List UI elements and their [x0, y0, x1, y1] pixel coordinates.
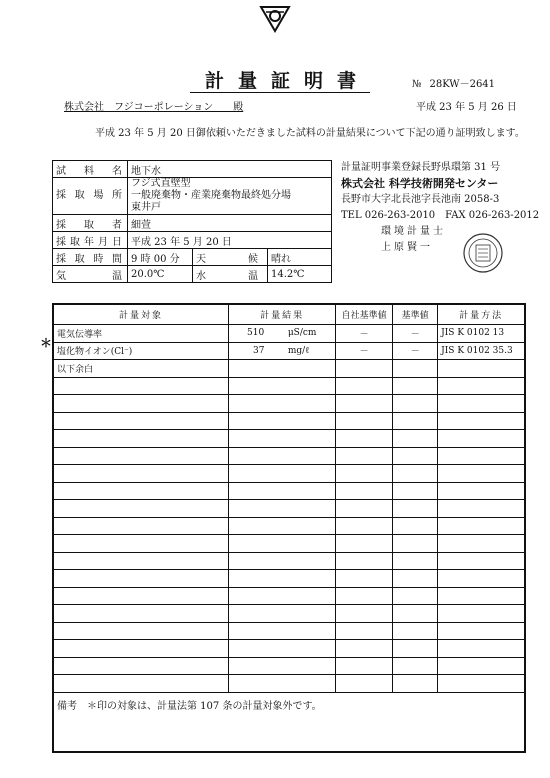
blank-cell	[336, 500, 393, 518]
blank-cell	[393, 430, 438, 448]
result-standard: －	[393, 342, 438, 360]
blank-cell	[336, 377, 393, 395]
header-standard: 基準値	[393, 304, 438, 325]
blank-cell	[438, 535, 525, 553]
table-row	[53, 377, 525, 395]
company-block	[341, 160, 539, 256]
blank-cell	[53, 552, 229, 570]
blank-cell	[229, 552, 285, 570]
blank-cell	[336, 517, 393, 535]
blank-cell	[285, 622, 336, 640]
blank-cell	[53, 587, 229, 605]
blank-cell	[438, 517, 525, 535]
table-row	[53, 622, 525, 640]
blank-cell	[393, 517, 438, 535]
header-method: 計量方法	[438, 304, 525, 325]
blank-cell	[229, 412, 285, 430]
result-method	[438, 360, 525, 378]
blank-cell	[336, 430, 393, 448]
result-item: 以下余白	[53, 360, 229, 378]
certifier-role: 環境計量士	[381, 226, 446, 237]
company-address: 長野市大字北長池字長池南 2058-3	[341, 194, 500, 205]
blank-cell	[336, 395, 393, 413]
blank-cell	[336, 570, 393, 588]
result-own-standard	[336, 360, 393, 378]
blank-cell	[229, 535, 285, 553]
blank-cell	[229, 482, 285, 500]
table-row	[53, 605, 525, 623]
blank-cell	[393, 570, 438, 588]
info-row	[53, 249, 332, 266]
info-value: 地下水	[128, 161, 332, 178]
result-standard	[393, 360, 438, 378]
blank-cell	[229, 657, 285, 675]
results-table	[52, 303, 526, 753]
blank-cell	[393, 412, 438, 430]
blank-cell	[336, 605, 393, 623]
blank-cell	[285, 640, 336, 658]
results-header-row	[53, 304, 525, 325]
issue-date: 平成 23 年 5 月 26 日	[416, 102, 517, 113]
blank-cell	[336, 465, 393, 483]
blank-cell	[53, 412, 229, 430]
table-row	[53, 395, 525, 413]
table-row	[53, 657, 525, 675]
blank-cell	[285, 377, 336, 395]
info-label: 採取者	[53, 215, 128, 232]
blank-cell	[393, 640, 438, 658]
table-row	[53, 412, 525, 430]
blank-cell	[229, 465, 285, 483]
blank-cell	[285, 657, 336, 675]
result-own-standard: －	[336, 325, 393, 343]
blank-cell	[393, 587, 438, 605]
blank-cell	[438, 395, 525, 413]
blank-cell	[336, 622, 393, 640]
blank-cell	[285, 500, 336, 518]
blank-cell	[393, 500, 438, 518]
info-label: 採取時間	[53, 249, 128, 266]
blank-cell	[53, 482, 229, 500]
blank-cell	[336, 412, 393, 430]
certificate-number-value: 28KW－2641	[429, 79, 496, 90]
blank-cell	[229, 587, 285, 605]
blank-cell	[336, 552, 393, 570]
result-item: 塩化物イオン(Cl⁻)	[53, 342, 229, 360]
intro-text: 平成 23 年 5 月 20 日御依頼いただきました試料の計量結果について下記の通り証明致します。	[95, 128, 525, 139]
table-row	[53, 675, 525, 693]
blank-cell	[229, 640, 285, 658]
info-label: 採取場所	[53, 178, 128, 215]
blank-cell	[393, 482, 438, 500]
blank-cell	[393, 447, 438, 465]
info-row	[53, 266, 332, 283]
result-standard: －	[393, 325, 438, 343]
result-value: 510	[229, 325, 285, 343]
header-item: 計量対象	[53, 304, 229, 325]
blank-cell	[285, 552, 336, 570]
blank-cell	[393, 657, 438, 675]
blank-cell	[285, 465, 336, 483]
blank-cell	[285, 430, 336, 448]
blank-cell	[336, 657, 393, 675]
blank-cell	[393, 605, 438, 623]
blank-cell	[53, 622, 229, 640]
blank-cell	[438, 570, 525, 588]
info-value: 14.2℃	[268, 266, 332, 283]
table-row	[53, 325, 525, 343]
header-result: 計量結果	[229, 304, 336, 325]
blank-cell	[229, 622, 285, 640]
table-row	[53, 587, 525, 605]
result-item: 電気伝導率	[53, 325, 229, 343]
blank-cell	[438, 657, 525, 675]
blank-cell	[229, 377, 285, 395]
blank-cell	[53, 605, 229, 623]
result-own-standard: －	[336, 342, 393, 360]
page-title: 計量証明書	[205, 70, 371, 92]
table-row	[53, 430, 525, 448]
info-row	[53, 161, 332, 178]
info-value: 細萱	[128, 215, 332, 232]
blank-cell	[53, 640, 229, 658]
info-label: 気温	[53, 266, 128, 283]
blank-cell	[53, 430, 229, 448]
blank-cell	[393, 622, 438, 640]
title-underline	[190, 92, 370, 93]
company-tel-fax: TEL 026-263-2010 FAX 026-263-2012	[341, 210, 540, 221]
info-value: 平成 23 年 5 月 20 日	[128, 232, 332, 249]
blank-cell	[229, 570, 285, 588]
info-row	[53, 215, 332, 232]
blank-cell	[53, 447, 229, 465]
table-row	[53, 447, 525, 465]
result-unit: μS/cm	[285, 325, 336, 343]
blank-cell	[438, 622, 525, 640]
blank-cell	[285, 675, 336, 693]
remarks-row	[53, 692, 525, 752]
result-unit: mg/ℓ	[285, 342, 336, 360]
table-row	[53, 360, 525, 378]
blank-rows	[53, 377, 525, 692]
certifier-name: 上原賢一	[381, 242, 433, 253]
addressee: 株式会社 フジコーポレーション 殿	[64, 102, 244, 113]
blank-cell	[393, 465, 438, 483]
blank-cell	[53, 395, 229, 413]
blank-cell	[53, 465, 229, 483]
blank-cell	[438, 412, 525, 430]
table-row	[53, 500, 525, 518]
certificate-number-label: №	[412, 79, 422, 90]
table-row	[53, 570, 525, 588]
info-label: 水温	[193, 266, 268, 283]
blank-cell	[53, 675, 229, 693]
blank-cell	[285, 535, 336, 553]
blank-cell	[336, 587, 393, 605]
blank-cell	[285, 517, 336, 535]
table-row	[53, 465, 525, 483]
table-row	[53, 552, 525, 570]
blank-cell	[393, 552, 438, 570]
result-method: JIS K 0102 13	[438, 325, 525, 343]
blank-cell	[393, 675, 438, 693]
seal-stamp-icon	[458, 232, 508, 274]
table-row	[53, 342, 525, 360]
mra-logo-icon	[257, 4, 293, 34]
blank-cell	[229, 675, 285, 693]
blank-cell	[438, 500, 525, 518]
company-name: 株式会社 科学技術開発センター	[341, 177, 499, 190]
info-value: 晴れ	[268, 249, 332, 266]
remarks-text: 備考 ＊印の対象は、計量法第 107 条の計量対象外です。	[53, 692, 525, 752]
blank-cell	[229, 447, 285, 465]
table-row	[53, 640, 525, 658]
blank-cell	[438, 675, 525, 693]
result-value	[229, 360, 285, 378]
blank-cell	[438, 377, 525, 395]
blank-cell	[53, 535, 229, 553]
blank-cell	[229, 517, 285, 535]
blank-cell	[336, 535, 393, 553]
blank-cell	[285, 395, 336, 413]
info-value: 9 時 00 分	[128, 249, 193, 266]
result-unit	[285, 360, 336, 378]
header-own-standard: 自社基準値	[336, 304, 393, 325]
info-value: 20.0℃	[128, 266, 193, 283]
result-method: JIS K 0102 35.3	[438, 342, 525, 360]
asterisk-mark: ＊	[40, 336, 53, 350]
blank-cell	[285, 447, 336, 465]
blank-cell	[438, 447, 525, 465]
blank-cell	[336, 640, 393, 658]
blank-cell	[229, 430, 285, 448]
blank-cell	[336, 675, 393, 693]
certificate-number	[412, 75, 503, 90]
blank-cell	[229, 500, 285, 518]
blank-cell	[438, 587, 525, 605]
blank-cell	[285, 570, 336, 588]
blank-cell	[53, 570, 229, 588]
info-label: 天候	[193, 249, 268, 266]
table-row	[53, 482, 525, 500]
registration-number: 計量証明事業登録長野県環第 31 号	[341, 162, 501, 173]
sample-info-table	[52, 160, 332, 283]
blank-cell	[285, 482, 336, 500]
blank-cell	[336, 482, 393, 500]
blank-cell	[438, 552, 525, 570]
blank-cell	[438, 605, 525, 623]
blank-cell	[285, 587, 336, 605]
blank-cell	[438, 482, 525, 500]
info-label: 試料名	[53, 161, 128, 178]
blank-cell	[53, 657, 229, 675]
blank-cell	[53, 500, 229, 518]
blank-cell	[229, 395, 285, 413]
info-value: フジ式直壁型 一般廃棄物・産業廃棄物最終処分場 東井戸	[128, 178, 332, 215]
blank-cell	[438, 640, 525, 658]
result-value: 37	[229, 342, 285, 360]
blank-cell	[336, 447, 393, 465]
blank-cell	[393, 535, 438, 553]
blank-cell	[285, 605, 336, 623]
table-row	[53, 535, 525, 553]
blank-cell	[438, 430, 525, 448]
blank-cell	[53, 517, 229, 535]
table-row	[53, 517, 525, 535]
blank-cell	[393, 377, 438, 395]
blank-cell	[53, 377, 229, 395]
blank-cell	[229, 605, 285, 623]
blank-cell	[438, 465, 525, 483]
info-row	[53, 178, 332, 215]
blank-cell	[285, 412, 336, 430]
info-row	[53, 232, 332, 249]
blank-cell	[393, 395, 438, 413]
info-label: 採取年月日	[53, 232, 128, 249]
